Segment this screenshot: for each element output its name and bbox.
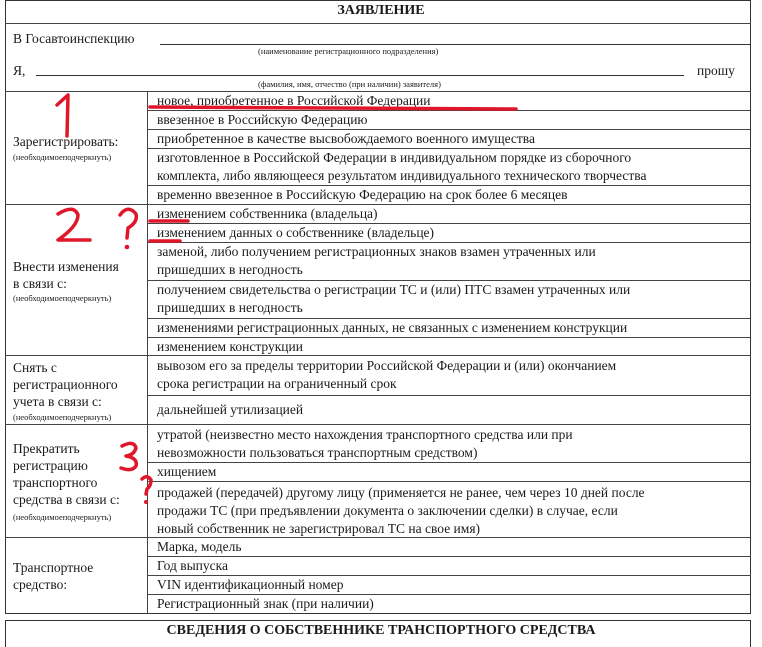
vehicle-field-vin: VIN идентификационный номер [157, 577, 344, 592]
terminate-option-theft: хищением [157, 464, 217, 479]
mark-question-2 [142, 477, 151, 494]
change-option-docs-1: получением свидетельства о регистрации ТС и (или) ПТС взамен утраченных или [157, 282, 631, 297]
to-line-hint: (наименование регистрационного подразделения) [258, 46, 439, 56]
terminate-option-sale-3: новый собственник не зарегистрировал ТС на свое имя) [157, 521, 481, 536]
terminate-option-sale-1: продажей (передачей) другому лицу (применяется не ранее, чем через 10 дней после [157, 485, 645, 500]
register-option-new: новое, приобретенное в Российской Федерации [157, 93, 431, 108]
deregister-label: Снять с регистрационного учета в связи с: [13, 360, 118, 409]
deregister-option-export-2: срока регистрации на ограниченный срок [157, 376, 397, 391]
mark-two [58, 209, 90, 240]
change-option-owner-data: изменением данных о собственнике (владельце) [157, 225, 435, 240]
terminate-option-sale-2: продажи ТС (при предъявлении документа о заключении сделки) в случае, если [157, 503, 618, 518]
register-option-imported: ввезенное в Российскую Федерацию [157, 112, 368, 127]
form-title: ЗАЯВЛЕНИЕ [337, 3, 425, 18]
change-option-owner: изменением собственника (владельца) [157, 206, 378, 221]
change-option-construction: изменением конструкции [157, 339, 303, 354]
deregister-option-disposal: дальнейшей утилизацией [157, 402, 304, 417]
to-line-label: В Госавтоинспекцию [13, 31, 135, 46]
register-option-temporary: временно ввезенное в Российскую Федерацию на срок более 6 месяцев [157, 187, 568, 202]
register-label: Зарегистрировать: [13, 134, 119, 149]
applicant-label: Я, [13, 63, 26, 78]
change-option-plates-2: пришедших в негодность [157, 262, 303, 277]
terminate-label: Прекратить регистрацию транспортного средства в связи с: [13, 441, 120, 507]
owner-section-title: СВЕДЕНИЯ О СОБСТВЕННИКЕ ТРАНСПОРТНОГО СРЕДСТВА [166, 623, 596, 638]
register-option-custom-1: изготовленное в Российской Федерации в индивидуальном порядке из сборочного [157, 150, 632, 165]
terminate-hint: (необходимоеподчеркнуть) [13, 512, 112, 522]
change-label: Внести изменения в связи с: [13, 259, 119, 291]
change-option-docs-2: пришедших в негодность [157, 300, 303, 315]
mark-question-1 [120, 209, 136, 238]
change-hint: (необходимоеподчеркнуть) [13, 293, 112, 303]
vehicle-field-year: Год выпуска [157, 558, 228, 573]
vehicle-field-plate: Регистрационный знак (при наличии) [157, 596, 374, 611]
underline-register-new [150, 107, 516, 109]
deregister-hint: (необходимоеподчеркнуть) [13, 412, 112, 422]
change-option-reg-data: изменениями регистрационных данных, не связанных с изменением конструкции [157, 320, 628, 335]
change-option-plates-1: заменой, либо получением регистрационных знаков взамен утраченных или [157, 244, 596, 259]
register-option-custom-2: комплекта, либо являющееся результатом индивидуального технического творчества [157, 168, 647, 183]
mark-three [121, 443, 136, 469]
applicant-hint: (фамилия, имя, отчество (при наличии) заявителя) [258, 79, 441, 89]
vehicle-field-model: Марка, модель [157, 539, 242, 554]
vehicle-label: Транспортное средство: [13, 560, 94, 592]
mark-one [57, 95, 68, 136]
register-option-military: приобретенное в качестве высвобождаемого военного имущества [157, 131, 535, 146]
request-word: прошу [697, 63, 735, 78]
terminate-option-loss-1: утратой (неизвестно место нахождения транспортного средства или при [157, 427, 573, 442]
terminate-option-loss-2: невозможности пользоваться транспортным средством) [157, 445, 478, 460]
deregister-option-export-1: вывозом его за пределы территории Российской Федерации и (или) окончанием [157, 358, 617, 373]
register-hint: (необходимоеподчеркнуть) [13, 152, 112, 162]
